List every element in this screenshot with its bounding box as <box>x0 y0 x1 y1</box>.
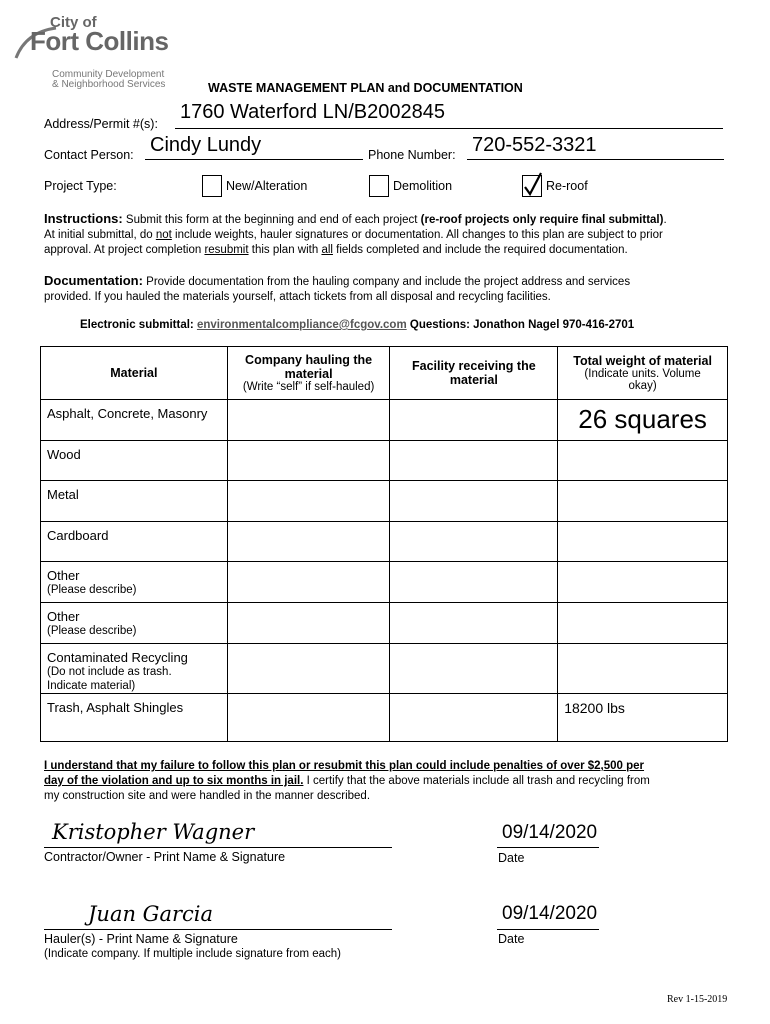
materials-table <box>40 346 728 742</box>
facility-cell[interactable] <box>390 562 558 603</box>
hauler-date[interactable]: 09/14/2020 <box>502 903 598 924</box>
facility-cell[interactable] <box>390 400 558 441</box>
weight-cell[interactable] <box>558 644 728 694</box>
material-note: (Do not include as trash. Indicate material) <box>47 666 172 692</box>
weight-cell[interactable] <box>558 481 728 522</box>
header-material-text: Material <box>110 366 158 380</box>
header-facility-text: Facility receiving the material <box>412 359 536 387</box>
instructions-text: this plan with <box>248 244 322 256</box>
certification-text: I certify that the above materials include all trash and recycling from <box>303 775 650 787</box>
instructions-emphasis: not <box>155 229 172 241</box>
instructions-reroof-note: (re-roof projects only require final submittal) <box>420 214 664 226</box>
weight-value <box>558 441 727 447</box>
material-name: Other <box>47 609 80 624</box>
facility-cell[interactable] <box>390 441 558 481</box>
facility-cell[interactable] <box>390 522 558 562</box>
material-note: (Please describe) <box>47 584 137 596</box>
contractor-signature-line <box>44 847 392 848</box>
submittal-line <box>80 319 634 331</box>
documentation-text: provided. If you hauled the materials yourself, attach tickets from all disposal and recycling facilities. <box>44 291 551 303</box>
hauler-label: Hauler(s) - Print Name & Signature <box>44 932 238 946</box>
demolition-label: Demolition <box>393 179 453 193</box>
weight-value: 18200 lbs <box>564 700 625 716</box>
instructions-text: At initial submittal, do <box>44 229 156 241</box>
certification-penalty: I understand that my failure to follow this plan or resubmit this plan could include penalties of over $2,500 per <box>44 760 645 772</box>
material-cell <box>41 522 228 562</box>
documentation-paragraph <box>44 273 734 305</box>
company-cell[interactable] <box>227 644 390 694</box>
documentation-text: Provide documentation from the hauling company and include the project address and services <box>142 276 631 288</box>
weight-value <box>558 522 727 528</box>
weight-value <box>558 562 727 568</box>
contact-underline <box>145 159 363 160</box>
weight-cell[interactable] <box>558 562 728 603</box>
company-cell[interactable] <box>227 441 390 481</box>
header-weight <box>558 347 728 400</box>
project-type-label: Project Type: <box>44 179 117 193</box>
hauler-note: (Indicate company. If multiple include signature from each) <box>44 948 342 960</box>
facility-cell[interactable] <box>390 644 558 694</box>
instructions-emphasis: all <box>321 244 333 256</box>
weight-cell[interactable] <box>558 441 728 481</box>
header-material <box>41 347 228 400</box>
demolition-checkbox[interactable] <box>369 175 389 197</box>
header-weight-note: (Indicate units. Volume okay) <box>584 368 701 392</box>
instructions-text: Submit this form at the beginning and end of each project <box>122 214 421 226</box>
material-cell <box>41 644 228 694</box>
certification-text: my construction site and were handled in the manner described. <box>44 790 371 802</box>
material-name: Asphalt, Concrete, Masonry <box>47 406 208 421</box>
table-row <box>41 644 728 694</box>
new-alteration-label: New/Alteration <box>226 179 308 193</box>
contractor-date-label: Date <box>498 851 525 865</box>
header-company-text: Company hauling the material <box>245 353 373 381</box>
re-roof-label: Re-roof <box>546 179 588 193</box>
weight-value: 26 squares <box>578 404 707 434</box>
certification-penalty: day of the violation and up to six months in jail. <box>44 775 304 787</box>
table-row <box>41 481 728 522</box>
instructions-text: approval. At project completion <box>44 244 205 256</box>
instructions-text: fields completed and include the required documentation. <box>332 244 628 256</box>
facility-cell[interactable] <box>390 481 558 522</box>
company-cell[interactable] <box>227 562 390 603</box>
table-row <box>41 441 728 481</box>
documentation-heading: Documentation: <box>44 273 143 288</box>
company-cell[interactable] <box>227 481 390 522</box>
weight-cell[interactable] <box>558 400 728 441</box>
instructions-paragraph <box>44 211 734 258</box>
company-cell[interactable] <box>227 603 390 644</box>
phone-underline <box>467 159 724 160</box>
re-roof-checkbox[interactable] <box>522 175 542 197</box>
company-cell[interactable] <box>227 694 390 742</box>
weight-value <box>558 481 727 487</box>
instructions-text: include weights, hauler signatures or documentation. All changes to this plan are subject to prior <box>171 229 663 241</box>
address-underline <box>175 128 723 129</box>
phone-label: Phone Number: <box>368 148 456 162</box>
table-row <box>41 400 728 441</box>
material-name: Cardboard <box>47 528 109 543</box>
facility-cell[interactable] <box>390 694 558 742</box>
header-facility <box>390 347 558 400</box>
table-row <box>41 562 728 603</box>
contractor-date[interactable]: 09/14/2020 <box>502 822 598 843</box>
header-company-note: (Write “self” if self-hauled) <box>242 381 375 393</box>
revision-label: Rev 1-15-2019 <box>667 994 728 1005</box>
contractor-label: Contractor/Owner - Print Name & Signature <box>44 850 286 864</box>
material-cell <box>41 441 228 481</box>
material-cell <box>41 400 228 441</box>
address-field[interactable]: 1760 Waterford LN/B2002845 <box>180 101 445 123</box>
material-name: Metal <box>47 487 79 502</box>
instructions-emphasis: resubmit <box>204 244 249 256</box>
material-cell <box>41 562 228 603</box>
material-cell <box>41 603 228 644</box>
logo-dept-line2: & Neighborhood Services <box>52 79 166 90</box>
logo-fort-collins: Fort Collins <box>30 26 169 56</box>
weight-cell[interactable] <box>558 522 728 562</box>
table-row <box>41 603 728 644</box>
checkmark-icon <box>522 171 544 197</box>
submittal-email-link[interactable]: environmentalcompliance@fcgov.com <box>196 319 407 331</box>
contractor-signature[interactable]: Kristopher Wagner <box>52 820 255 844</box>
address-label: Address/Permit #(s): <box>44 117 158 131</box>
submittal-questions: Questions: Jonathon Nagel 970-416-2701 <box>406 319 635 331</box>
weight-cell[interactable] <box>558 603 728 644</box>
material-name: Other <box>47 568 80 583</box>
city-logo <box>10 12 170 92</box>
logo-city-of: City of <box>50 14 97 31</box>
facility-cell[interactable] <box>390 603 558 644</box>
material-name: Contaminated Recycling <box>47 650 188 665</box>
form-title: WASTE MANAGEMENT PLAN and DOCUMENTATION <box>208 81 523 95</box>
hauler-date-label: Date <box>498 932 525 946</box>
hauler-signature-line <box>44 929 392 930</box>
instructions-period: . <box>663 214 667 226</box>
hauler-date-line <box>497 929 599 930</box>
table-header-row <box>41 347 728 400</box>
instructions-heading: Instructions: <box>44 211 123 226</box>
hauler-signature[interactable]: Juan Garcia <box>88 902 213 926</box>
weight-cell[interactable] <box>558 694 728 742</box>
company-cell[interactable] <box>227 522 390 562</box>
logo-dept-line1: Community Development <box>52 69 165 80</box>
contractor-date-line <box>497 847 599 848</box>
weight-value <box>558 603 727 609</box>
weight-value <box>558 644 727 650</box>
material-note: (Please describe) <box>47 625 137 637</box>
contact-label: Contact Person: <box>44 148 134 162</box>
contact-field[interactable]: Cindy Lundy <box>150 134 262 156</box>
material-cell <box>41 481 228 522</box>
header-weight-text: Total weight of material <box>573 354 712 368</box>
table-row <box>41 694 728 742</box>
phone-field[interactable]: 720-552-3321 <box>472 134 597 156</box>
material-cell <box>41 694 228 742</box>
material-name: Trash, Asphalt Shingles <box>47 700 184 715</box>
company-cell[interactable] <box>227 400 390 441</box>
header-company <box>227 347 390 400</box>
material-name: Wood <box>47 447 81 462</box>
submittal-label: Electronic submittal: <box>80 319 197 331</box>
new-alteration-checkbox[interactable] <box>202 175 222 197</box>
table-row <box>41 522 728 562</box>
certification-paragraph <box>44 759 734 804</box>
